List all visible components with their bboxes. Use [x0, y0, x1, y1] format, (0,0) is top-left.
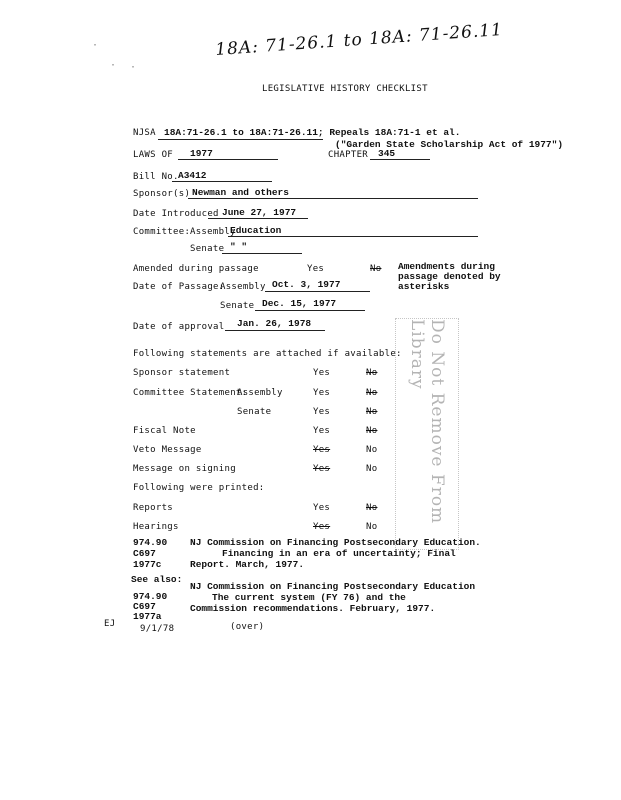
chapter-label: CHAPTER [328, 150, 369, 160]
njsa-label: NJSA [133, 128, 156, 138]
bill-no-label: Bill No. [133, 172, 179, 182]
committee-statement-senate-yes: Yes [313, 407, 331, 417]
committee-statement-assembly-no: No [366, 388, 378, 398]
approval-label: Date of approval [133, 322, 225, 332]
reports-label: Reports [133, 503, 174, 513]
ref2-call-number-2: C697 [133, 601, 156, 612]
reports-no: No [366, 503, 378, 513]
amended-no: No [370, 264, 382, 274]
amended-label: Amended during passage [133, 264, 259, 274]
committee-senate-value: " " [230, 241, 248, 252]
committee-statement-assembly-yes: Yes [313, 388, 331, 398]
njsa-value: 18A:71-26.1 to 18A:71-26.11; Repeals 18A:71-1 et al. [164, 127, 461, 138]
fiscal-note-no: No [366, 426, 378, 436]
reports-yes: Yes [313, 503, 331, 513]
ref1-call-number-2: C697 [133, 548, 156, 559]
ref1-call-number-1: 974.90 [133, 537, 168, 548]
ref1-line-1: NJ Commission on Financing Postsecondary Education. [190, 537, 481, 548]
signing-message-yes: Yes [313, 464, 331, 474]
amended-yes: Yes [307, 264, 325, 274]
ref2-line-2: The current system (FY 76) and the [212, 592, 406, 603]
veto-message-yes: Yes [313, 445, 331, 455]
footer-initials: EJ [104, 619, 116, 629]
ref2-line-3: Commission recommendations. February, 1977. [190, 603, 436, 614]
committee-statement-senate-label: Senate [237, 407, 272, 417]
date-introduced-underline [208, 218, 308, 219]
footer-over: (over) [230, 622, 265, 632]
see-also-label: See also: [131, 574, 183, 585]
ref1-line-3: Report. March, 1977. [190, 559, 305, 570]
veto-message-no: No [366, 445, 378, 455]
passage-senate-label: Senate [220, 301, 255, 311]
ref2-call-number-3: 1977a [133, 611, 162, 622]
date-introduced-value: June 27, 1977 [222, 207, 297, 218]
handwritten-citation: 18A: 71-26.1 to 18A: 71-26.11 [214, 19, 504, 61]
passage-label: Date of Passage: [133, 282, 225, 292]
fiscal-note-yes: Yes [313, 426, 331, 436]
printed-heading: Following were printed: [133, 483, 265, 493]
approval-value: Jan. 26, 1978 [237, 318, 312, 329]
committee-assembly-label: Assembly [190, 227, 236, 237]
scan-speck: · [92, 40, 99, 51]
veto-message-label: Veto Message [133, 445, 202, 455]
committee-statement-assembly-label: Assembly [237, 388, 283, 398]
laws-underline [178, 159, 278, 160]
hearings-yes: Yes [313, 522, 331, 532]
scan-speck: · [110, 60, 117, 71]
laws-of-label: LAWS OF [133, 150, 174, 160]
footer-date: 9/1/78 [140, 624, 175, 634]
fiscal-note-label: Fiscal Note [133, 426, 196, 436]
act-name: ("Garden State Scholarship Act of 1977") [335, 139, 564, 150]
committee-assembly-value: Education [230, 225, 282, 236]
committee-statement-senate-no: No [366, 407, 378, 417]
ref1-line-2: Financing in an era of uncertainty; Final [222, 548, 456, 559]
committee-statement-label: Committee Statement: [133, 388, 248, 398]
checklist-title: LEGISLATIVE HISTORY CHECKLIST [262, 84, 428, 94]
date-introduced-label: Date Introduced [133, 209, 219, 219]
statements-heading: Following statements are attached if available: [133, 349, 402, 359]
ref2-line-1: NJ Commission on Financing Postsecondary Education [190, 581, 476, 592]
scan-speck: · [130, 62, 137, 73]
committee-assembly-underline [228, 236, 478, 237]
njsa-underline [158, 139, 323, 140]
passage-senate-underline [255, 310, 365, 311]
signing-message-label: Message on signing [133, 464, 236, 474]
chapter-underline [370, 159, 430, 160]
committee-senate-underline [222, 253, 302, 254]
bill-no-value: A3412 [178, 170, 207, 181]
laws-of-value: 1977 [190, 148, 213, 159]
passage-assembly-label: Assembly [220, 282, 266, 292]
bill-underline [172, 181, 272, 182]
sponsors-label: Sponsor(s) [133, 189, 191, 199]
sponsor-statement-no: No [366, 368, 378, 378]
passage-assembly-value: Oct. 3, 1977 [272, 279, 341, 290]
hearings-label: Hearings [133, 522, 179, 532]
hearings-no: No [366, 522, 378, 532]
chapter-value: 345 [378, 148, 396, 159]
library-stamp [395, 318, 459, 550]
signing-message-no: No [366, 464, 378, 474]
passage-senate-value: Dec. 15, 1977 [262, 298, 337, 309]
ref1-call-number-3: 1977c [133, 559, 162, 570]
ref2-call-number-1: 974.90 [133, 591, 168, 602]
amended-note: Amendments during passage denoted by asterisks [398, 261, 501, 292]
sponsor-statement-yes: Yes [313, 368, 331, 378]
sponsors-value: Newman and others [192, 187, 289, 198]
passage-assembly-underline [265, 291, 370, 292]
committee-label: Committee: [133, 227, 191, 237]
approval-underline [225, 330, 325, 331]
library-stamp-text: Do Not Remove From Library [407, 319, 447, 525]
sponsors-underline [188, 198, 478, 199]
committee-senate-label: Senate [190, 244, 225, 254]
sponsor-statement-label: Sponsor statement [133, 368, 231, 378]
